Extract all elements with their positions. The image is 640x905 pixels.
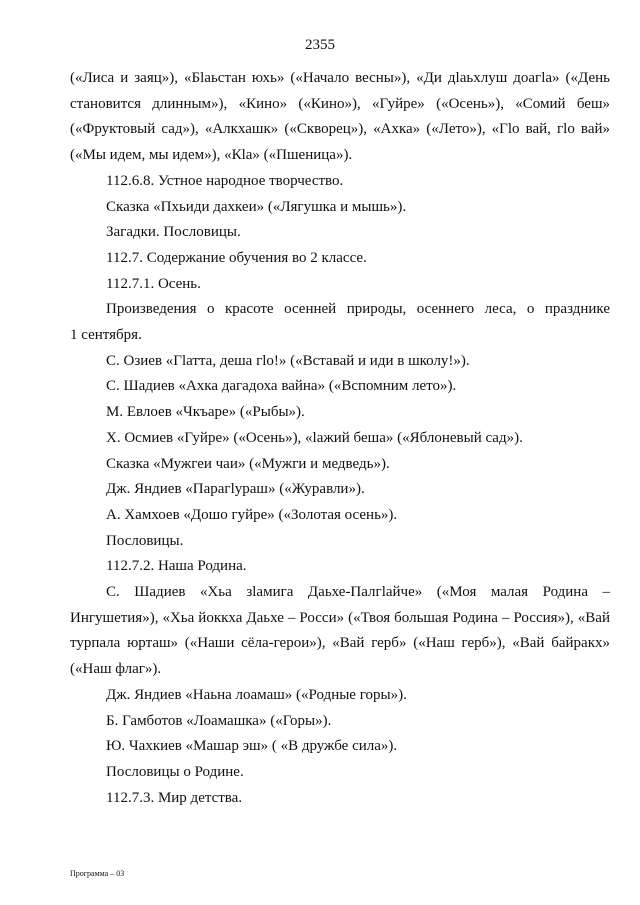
- paragraph: Сказка «Мужгеи чаи» («Мужги и медведь»).: [106, 455, 390, 472]
- paragraph: Дж. Яндиев «Наьна лоамаш» («Родные горы»).: [106, 686, 407, 703]
- text-line: Произведения о красоте осенней природы, осеннего леса, о празднике: [106, 301, 610, 318]
- paragraph: Дж. Яндиев «Парагlураш» («Журавли»).: [106, 481, 365, 498]
- page-footer: Программа – 03: [70, 869, 125, 878]
- paragraph: Сказка «Пхьиди дахкеи» («Лягушка и мышь»).: [106, 198, 407, 215]
- text-line: («Фруктовый сад»), «Алкхашк» («Скворец»), «Ахка» («Лето»), «Гlо вай, гlо вай»: [70, 121, 610, 138]
- text-line: 1 сентября.: [70, 327, 142, 344]
- section-heading: 112.7.3. Мир детства.: [106, 789, 243, 806]
- paragraph-continuation: [70, 66, 610, 169]
- text-line: становится длинным»), «Кино» («Кино»), «Гуйре» («Осень»), «Сомий беш»: [70, 95, 610, 112]
- paragraph: Ю. Чахкиев «Машар эш» ( «В дружбе сила»).: [106, 738, 398, 755]
- paragraph: М. Евлоев «Чкъаре» («Рыбы»).: [106, 404, 305, 421]
- paragraph: Х. Осмиев «Гуйре» («Осень»), «lажий беша» («Яблоневый сад»).: [106, 429, 523, 446]
- text-line: («Наш флаг»).: [70, 661, 162, 678]
- document-body: [70, 66, 610, 811]
- paragraph: Пословицы о Родине.: [106, 763, 244, 780]
- text-line: («Лиса и заяц»), «Бlаьстан юхь» («Начало весны»), «Ди дlаьхлуш доагlа» («День: [70, 70, 610, 86]
- section-heading: 112.7. Содержание обучения во 2 классе.: [106, 249, 367, 266]
- paragraph: А. Хамхоев «Дошо гуйре» («Золотая осень»).: [106, 506, 398, 523]
- section-heading: 112.6.8. Устное народное творчество.: [106, 172, 344, 189]
- paragraph: [70, 297, 610, 348]
- text-line: («Мы идем, мы идем»), «Кlа» («Пшеница»).: [70, 147, 353, 164]
- paragraph: С. Озиев «Гlатта, деша гlо!» («Вставай и иди в школу!»).: [106, 352, 470, 369]
- page-number: 2355: [305, 37, 335, 53]
- paragraph: Пословицы.: [106, 532, 184, 549]
- section-heading: 112.7.2. Наша Родина.: [106, 558, 247, 575]
- text-line: турпала юрташ» («Наши сёла-герои»), «Вай герб» («Наш герб»), «Вай байракх»: [70, 635, 610, 652]
- text-line: С. Шадиев «Хьа зlамига Даьхе-Палгlайче» («Моя малая Родина –: [106, 584, 610, 601]
- paragraph: Загадки. Пословицы.: [106, 224, 241, 241]
- section-heading: 112.7.1. Осень.: [106, 275, 201, 292]
- paragraph: С. Шадиев «Ахка дагадоха вайна» («Вспомним лето»).: [106, 378, 457, 395]
- text-line: Ингушетия»), «Хьа йоккха Даьхе – Росси» («Твоя большая Родина – Россия»), «Вай: [70, 609, 610, 626]
- paragraph: Б. Гамботов «Лоамашка» («Горы»).: [106, 712, 332, 729]
- paragraph: [70, 580, 610, 683]
